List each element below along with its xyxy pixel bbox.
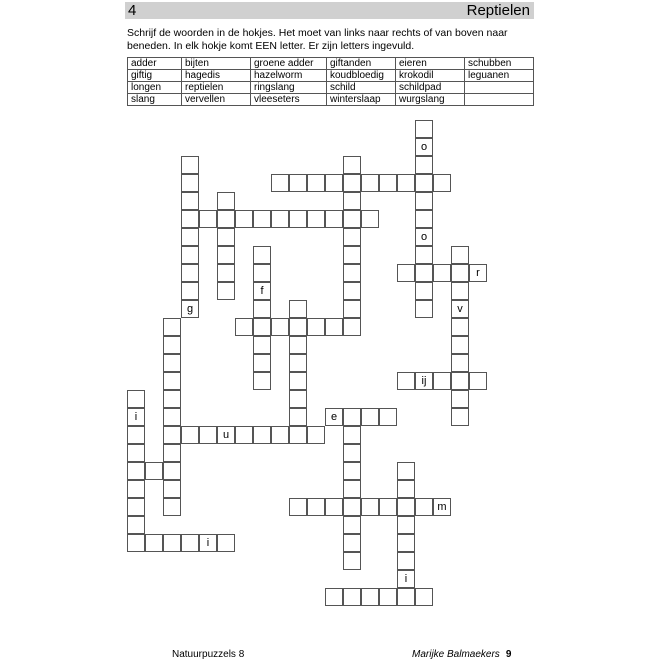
crossword-cell[interactable] xyxy=(343,282,361,300)
crossword-cell[interactable] xyxy=(451,372,469,390)
crossword-cell[interactable] xyxy=(163,534,181,552)
crossword-cell[interactable] xyxy=(181,426,199,444)
crossword-cell[interactable] xyxy=(433,174,451,192)
crossword-cell[interactable] xyxy=(163,390,181,408)
crossword-letter-cell[interactable]: o xyxy=(415,138,433,156)
crossword-cell[interactable] xyxy=(217,282,235,300)
crossword-cell[interactable] xyxy=(343,192,361,210)
crossword-cell[interactable] xyxy=(271,318,289,336)
crossword-cell[interactable] xyxy=(343,318,361,336)
crossword-cell[interactable] xyxy=(361,210,379,228)
word-cell: krokodil xyxy=(396,70,465,82)
crossword-cell[interactable] xyxy=(181,210,199,228)
crossword-cell[interactable] xyxy=(253,372,271,390)
crossword-cell[interactable] xyxy=(127,534,145,552)
crossword-cell[interactable] xyxy=(163,498,181,516)
crossword-cell[interactable] xyxy=(127,462,145,480)
crossword-cell[interactable] xyxy=(343,408,361,426)
instructions: Schrijf de woorden in de hokjes. Het moet van links naar rechts of van boven naar beneden. In elk hokje komt EEN letter. Er zijn letters ingevuld. xyxy=(127,27,508,52)
crossword-cell[interactable] xyxy=(361,498,379,516)
crossword-cell[interactable] xyxy=(343,426,361,444)
crossword-letter-cell[interactable]: i xyxy=(397,570,415,588)
crossword-letter-cell[interactable]: m xyxy=(433,498,451,516)
crossword-cell[interactable] xyxy=(127,516,145,534)
crossword-cell[interactable] xyxy=(397,516,415,534)
crossword-cell[interactable] xyxy=(145,462,163,480)
crossword-cell[interactable] xyxy=(217,192,235,210)
crossword-cell[interactable] xyxy=(145,534,163,552)
crossword-cell[interactable] xyxy=(289,300,307,318)
crossword-cell[interactable] xyxy=(451,282,469,300)
crossword-cell[interactable] xyxy=(343,552,361,570)
word-cell: hagedis xyxy=(182,70,251,82)
crossword-cell[interactable] xyxy=(415,246,433,264)
crossword-cell[interactable] xyxy=(253,264,271,282)
crossword-cell[interactable] xyxy=(163,372,181,390)
crossword-cell[interactable] xyxy=(343,246,361,264)
crossword-cell[interactable] xyxy=(271,426,289,444)
crossword-cell[interactable] xyxy=(163,354,181,372)
crossword-cell[interactable] xyxy=(127,444,145,462)
crossword-cell[interactable] xyxy=(163,336,181,354)
crossword-cell[interactable] xyxy=(289,372,307,390)
crossword-cell[interactable] xyxy=(253,210,271,228)
crossword-cell[interactable] xyxy=(451,336,469,354)
word-cell: giftig xyxy=(128,70,182,82)
crossword-cell[interactable] xyxy=(325,174,343,192)
word-cell: schildpad xyxy=(396,82,465,94)
puzzle-number: 4 xyxy=(128,2,137,19)
word-cell: longen xyxy=(128,82,182,94)
crossword-cell[interactable] xyxy=(307,318,325,336)
crossword-cell[interactable] xyxy=(415,192,433,210)
crossword-cell[interactable] xyxy=(217,210,235,228)
crossword-cell[interactable] xyxy=(127,426,145,444)
word-cell: reptielen xyxy=(182,82,251,94)
word-cell: vleeseters xyxy=(251,94,327,106)
crossword-cell[interactable] xyxy=(289,174,307,192)
crossword-cell[interactable] xyxy=(235,318,253,336)
crossword-cell[interactable] xyxy=(217,228,235,246)
crossword-cell[interactable] xyxy=(271,210,289,228)
crossword-cell[interactable] xyxy=(397,552,415,570)
crossword-cell[interactable] xyxy=(433,264,451,282)
crossword-cell[interactable] xyxy=(343,174,361,192)
crossword-cell[interactable] xyxy=(181,156,199,174)
word-cell: groene adder xyxy=(251,58,327,70)
crossword-cell[interactable] xyxy=(451,318,469,336)
crossword-cell[interactable] xyxy=(163,480,181,498)
crossword-cell[interactable] xyxy=(235,210,253,228)
crossword-cell[interactable] xyxy=(181,264,199,282)
crossword-cell[interactable] xyxy=(379,588,397,606)
crossword-letter-cell[interactable]: o xyxy=(415,228,433,246)
crossword-cell[interactable] xyxy=(307,174,325,192)
crossword-cell[interactable] xyxy=(361,588,379,606)
crossword-cell[interactable] xyxy=(253,246,271,264)
crossword-cell[interactable] xyxy=(415,210,433,228)
crossword-cell[interactable] xyxy=(415,282,433,300)
crossword-cell[interactable] xyxy=(253,300,271,318)
crossword-cell[interactable] xyxy=(343,498,361,516)
crossword-cell[interactable] xyxy=(397,534,415,552)
crossword-cell[interactable] xyxy=(379,408,397,426)
crossword-cell[interactable] xyxy=(451,264,469,282)
crossword-letter-cell[interactable]: f xyxy=(253,282,271,300)
crossword-cell[interactable] xyxy=(163,408,181,426)
word-cell: wurgslang xyxy=(396,94,465,106)
word-cell: eieren xyxy=(396,58,465,70)
page-number: 9 xyxy=(505,649,512,660)
crossword-cell[interactable] xyxy=(343,444,361,462)
crossword-cell[interactable] xyxy=(361,408,379,426)
crossword-cell[interactable] xyxy=(397,174,415,192)
crossword-cell[interactable] xyxy=(253,426,271,444)
crossword-cell[interactable] xyxy=(253,318,271,336)
crossword-letter-cell[interactable]: i xyxy=(199,534,217,552)
crossword-cell[interactable] xyxy=(325,498,343,516)
crossword-cell[interactable] xyxy=(127,480,145,498)
word-cell: bijten xyxy=(182,58,251,70)
crossword-cell[interactable] xyxy=(415,174,433,192)
crossword-cell[interactable] xyxy=(325,318,343,336)
crossword-cell[interactable] xyxy=(289,408,307,426)
crossword-letter-cell[interactable]: e xyxy=(325,408,343,426)
crossword-cell[interactable] xyxy=(307,498,325,516)
crossword-cell[interactable] xyxy=(379,174,397,192)
crossword-cell[interactable] xyxy=(127,390,145,408)
word-cell: schubben xyxy=(465,58,534,70)
crossword-cell[interactable] xyxy=(181,282,199,300)
crossword-cell[interactable] xyxy=(397,462,415,480)
crossword-cell[interactable] xyxy=(181,246,199,264)
crossword-cell[interactable] xyxy=(181,192,199,210)
crossword-cell[interactable] xyxy=(289,390,307,408)
crossword-cell[interactable] xyxy=(163,462,181,480)
crossword-cell[interactable] xyxy=(181,228,199,246)
crossword-cell[interactable] xyxy=(361,174,379,192)
word-cell: adder xyxy=(128,58,182,70)
crossword-letter-cell[interactable]: g xyxy=(181,300,199,318)
crossword-letter-cell[interactable]: i xyxy=(127,408,145,426)
crossword-cell[interactable] xyxy=(451,246,469,264)
crossword-cell[interactable] xyxy=(343,300,361,318)
crossword-cell[interactable] xyxy=(397,264,415,282)
word-cell: ringslang xyxy=(251,82,327,94)
footer-author: Marijke Balmaekers xyxy=(412,649,500,660)
word-cell: hazelworm xyxy=(251,70,327,82)
crossword-cell[interactable] xyxy=(325,588,343,606)
crossword-cell[interactable] xyxy=(271,174,289,192)
crossword-cell[interactable] xyxy=(397,372,415,390)
crossword-cell[interactable] xyxy=(289,210,307,228)
crossword-cell[interactable] xyxy=(433,372,451,390)
crossword-cell[interactable] xyxy=(415,588,433,606)
crossword-cell[interactable] xyxy=(181,174,199,192)
page-title: Reptielen xyxy=(466,2,530,19)
crossword-cell[interactable] xyxy=(217,264,235,282)
crossword-cell[interactable] xyxy=(397,588,415,606)
crossword-cell[interactable] xyxy=(163,426,181,444)
crossword-cell[interactable] xyxy=(127,498,145,516)
word-cell: schild xyxy=(327,82,396,94)
crossword-cell[interactable] xyxy=(289,354,307,372)
crossword-cell[interactable] xyxy=(397,498,415,516)
crossword-cell[interactable] xyxy=(163,444,181,462)
crossword-cell[interactable] xyxy=(469,372,487,390)
word-cell: slang xyxy=(128,94,182,106)
crossword-cell[interactable] xyxy=(343,462,361,480)
crossword-cell[interactable] xyxy=(253,336,271,354)
crossword-cell[interactable] xyxy=(199,426,217,444)
crossword-cell[interactable] xyxy=(307,426,325,444)
crossword-cell[interactable] xyxy=(289,336,307,354)
footer-left: Natuurpuzzels 8 xyxy=(172,649,245,660)
crossword-letter-cell[interactable]: u xyxy=(217,426,235,444)
crossword-cell[interactable] xyxy=(307,210,325,228)
crossword-cell[interactable] xyxy=(289,426,307,444)
crossword-cell[interactable] xyxy=(253,354,271,372)
crossword-cell[interactable] xyxy=(415,264,433,282)
crossword-letter-cell[interactable]: ij xyxy=(415,372,433,390)
crossword-cell[interactable] xyxy=(343,228,361,246)
crossword-cell[interactable] xyxy=(451,354,469,372)
crossword-cell[interactable] xyxy=(415,300,433,318)
crossword-letter-cell[interactable]: r xyxy=(469,264,487,282)
crossword-letter-cell[interactable]: v xyxy=(451,300,469,318)
crossword-cell[interactable] xyxy=(343,156,361,174)
crossword-cell[interactable] xyxy=(217,534,235,552)
crossword-cell[interactable] xyxy=(181,534,199,552)
crossword-cell[interactable] xyxy=(397,480,415,498)
crossword-cell[interactable] xyxy=(217,246,235,264)
crossword-cell[interactable] xyxy=(343,588,361,606)
word-cell: leguanen xyxy=(465,70,534,82)
word-cell: vervellen xyxy=(182,94,251,106)
crossword-cell[interactable] xyxy=(379,498,397,516)
crossword-cell[interactable] xyxy=(199,210,217,228)
crossword-cell[interactable] xyxy=(343,516,361,534)
crossword-cell[interactable] xyxy=(415,156,433,174)
crossword-cell[interactable] xyxy=(235,426,253,444)
crossword-cell[interactable] xyxy=(289,318,307,336)
crossword-cell[interactable] xyxy=(451,390,469,408)
crossword-cell[interactable] xyxy=(415,120,433,138)
crossword-cell[interactable] xyxy=(289,498,307,516)
crossword-cell[interactable] xyxy=(343,264,361,282)
crossword-cell[interactable] xyxy=(343,534,361,552)
crossword-cell[interactable] xyxy=(163,318,181,336)
word-cell: giftanden xyxy=(327,58,396,70)
crossword-cell[interactable] xyxy=(343,480,361,498)
word-cell: winterslaap xyxy=(327,94,396,106)
crossword-cell[interactable] xyxy=(325,210,343,228)
crossword-cell[interactable] xyxy=(415,498,433,516)
footer-right xyxy=(412,649,511,660)
crossword-cell[interactable] xyxy=(451,408,469,426)
crossword-cell[interactable] xyxy=(343,210,361,228)
word-cell: koudbloedig xyxy=(327,70,396,82)
